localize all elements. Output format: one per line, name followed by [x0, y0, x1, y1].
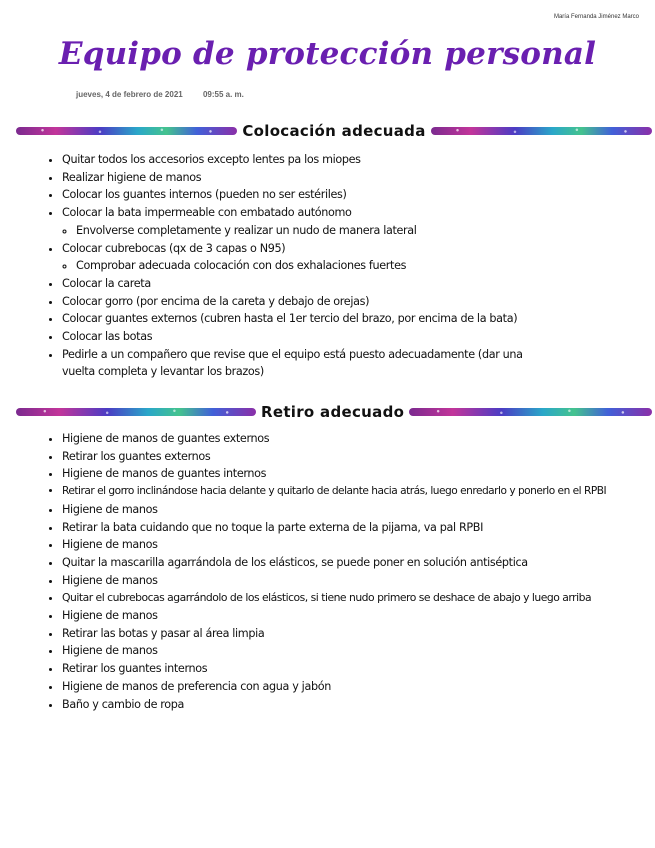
list-item-text: Retirar los guantes externos — [62, 449, 211, 463]
list-item — [62, 169, 652, 187]
list-item-text: Colocar gorro (por encima de la careta y debajo de orejas) — [62, 294, 370, 308]
sub-list — [62, 222, 652, 240]
sub-list-item — [76, 222, 652, 240]
section-title-retiro: Retiro adecuado — [261, 403, 405, 421]
list-item — [62, 536, 652, 554]
sub-list-item-text: Envolverse completamente y realizar un nudo de manera lateral — [76, 223, 417, 237]
list-item-text: Higiene de manos — [62, 609, 158, 623]
list-item — [62, 430, 652, 448]
galaxy-divider-right — [409, 408, 652, 416]
list-item-text: Retirar las botas y pasar al área limpia — [62, 626, 265, 640]
list-item — [62, 519, 652, 537]
list-item-text: Quitar el cubrebocas agarrándolo de los elásticos, si tiene nudo primero se deshace de abajo y luego arriba — [62, 591, 592, 605]
list-item — [62, 310, 652, 328]
list-item-text: Realizar higiene de manos — [62, 170, 202, 184]
list-item — [62, 204, 652, 239]
list-item — [62, 186, 652, 204]
list-item-text: Higiene de manos — [62, 644, 158, 658]
list-item — [62, 275, 652, 293]
list-item-text: Higiene de manos — [62, 573, 158, 587]
section-header-colocacion — [16, 123, 652, 139]
list-item — [62, 572, 652, 590]
list-item-text: Retirar la bata cuidando que no toque la parte externa de la pijama, va pal RPBI — [62, 520, 484, 534]
list-item-text: Higiene de manos — [62, 538, 158, 552]
list-item-text: Retirar los guantes internos — [62, 662, 208, 676]
sub-list-item — [76, 257, 652, 275]
list-item-text: Colocar las botas — [62, 330, 153, 344]
list-item — [62, 625, 652, 643]
list-item — [62, 151, 652, 169]
list-item-text: Quitar todos los accesorios excepto lentes pa los miopes — [62, 153, 361, 166]
list-item — [62, 589, 652, 607]
list-item-text: Colocar la careta — [62, 276, 151, 290]
list-item — [62, 240, 652, 275]
list-item-text: Retirar el gorro inclinándose hacia delante y quitarlo de delante hacia atrás, luego enredarlo y ponerlo en el RPBI — [62, 485, 607, 498]
list-item — [62, 696, 652, 714]
list-item — [62, 678, 652, 696]
galaxy-divider-right — [431, 127, 652, 135]
list-item — [62, 448, 652, 466]
section-header-retiro — [16, 404, 652, 420]
list-item — [62, 607, 652, 625]
list-item-text: Higiene de manos — [62, 502, 158, 516]
list-item — [62, 554, 652, 572]
galaxy-divider-left — [16, 127, 237, 135]
list-item — [62, 501, 652, 519]
list-item-text: Higiene de manos de guantes externos — [62, 432, 270, 445]
list-item — [62, 642, 652, 660]
section-title-colocacion: Colocación adecuada — [242, 122, 426, 140]
page-title: Equipo de protección personal — [58, 36, 597, 72]
list-item — [62, 328, 652, 346]
list-item-text: Colocar la bata impermeable con embatado autónomo — [62, 206, 352, 220]
list-item-text: Pedirle a un compañero que revise que el equipo está puesto adecuadamente (dar una vuelta completa y levantar los brazos) — [62, 347, 523, 379]
list-item — [62, 465, 652, 483]
galaxy-divider-left — [16, 408, 256, 416]
page-date: jueves, 4 de febrero de 2021 — [76, 90, 183, 99]
list-item-text: Colocar los guantes internos (pueden no ser estériles) — [62, 188, 347, 202]
list-item-text: Baño y cambio de ropa — [62, 697, 185, 711]
author-name: María Fernanda Jiménez Marco — [553, 14, 639, 20]
page-meta — [76, 90, 262, 99]
list-item — [62, 346, 652, 381]
list-item-text: Colocar guantes externos (cubren hasta el 1er tercio del brazo, por encima de la bata) — [62, 312, 518, 326]
list-item — [62, 660, 652, 678]
retiro-list — [48, 430, 652, 713]
colocacion-list — [48, 151, 652, 381]
sub-list — [62, 257, 652, 275]
list-item-text: Colocar cubrebocas (qx de 3 capas o N95) — [62, 241, 286, 255]
list-item-text: Higiene de manos de preferencia con agua y jabón — [62, 679, 331, 693]
page-time: 09:55 a. m. — [202, 90, 244, 99]
list-item — [62, 483, 652, 501]
list-item-text: Quitar la mascarilla agarrándola de los elásticos, se puede poner en solución antiséptica — [62, 555, 528, 569]
sub-list-item-text: Comprobar adecuada colocación con dos exhalaciones fuertes — [76, 259, 407, 273]
list-item-text: Higiene de manos de guantes internos — [62, 467, 267, 481]
list-item — [62, 293, 652, 311]
